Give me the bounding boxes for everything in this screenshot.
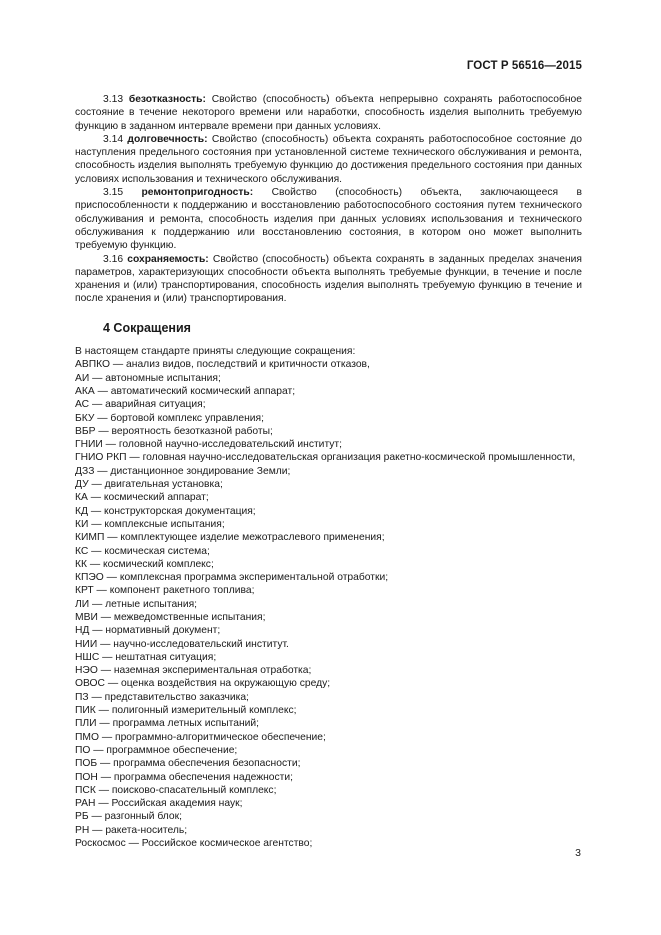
abbreviation-item: ГНИО РКП — головная научно-исследовательская организация ракетно-космической промышленности, [75, 452, 576, 464]
abbreviation-item: ПОБ — программа обеспечения безопасности; [75, 758, 301, 770]
abbreviation-item: РАН — Российская академия наук; [75, 798, 243, 810]
abbreviation-item: НД — нормативный документ; [75, 625, 221, 637]
abbreviation-item: РН — ракета-носитель; [75, 824, 188, 836]
abbreviation-item: ПИК — полигонный измерительный комплекс; [75, 705, 297, 717]
abbreviation-item: БКУ — бортовой комплекс управления; [75, 412, 264, 424]
abbreviation-intro: В настоящем стандарте приняты следующие сокращения: [75, 346, 356, 358]
abbreviation-item: ПМО — программно-алгоритмическое обеспечение; [75, 731, 326, 743]
abbreviation-item: АВПКО — анализ видов, последствий и критичности отказов, [75, 359, 370, 371]
section-title: 4 Сокращения [103, 320, 191, 335]
abbreviation-item: ПСК — поисково-спасательный комплекс; [75, 784, 277, 796]
abbreviation-item: КД — конструкторская документация; [75, 505, 256, 517]
abbreviation-item: АС — аварийная ситуация; [75, 399, 206, 411]
term-3-14: 3.14 долговечность: Свойство (способность) объекта сохранять работоспособное состояние до наступления предельного состояния при установленной системе технического обслуживания и ремонта, способность изделия выполнять требуемую функцию до достижения предельного состояния при данных условиях использования и технического обслуживания. [75, 133, 582, 185]
abbreviation-item: НШС — нештатная ситуация; [75, 651, 217, 663]
abbreviation-item: ДЗЗ — дистанционное зондирование Земли; [75, 465, 291, 477]
abbreviation-item: КИМП — комплектующее изделие межотраслевого применения; [75, 532, 385, 544]
abbreviation-item: КС — космическая система; [75, 545, 210, 557]
abbreviation-item: ПЗ — представительство заказчика; [75, 691, 249, 703]
abbreviation-item: КРТ — компонент ракетного топлива; [75, 585, 255, 597]
term-3-13: 3.13 безотказность: Свойство (способность) объекта непрерывно сохранять работоспособное состояние в течение некоторого времени или наработки, способность изделия выполнить требуемую функцию в заданном интервале времени при данных условиях. [75, 94, 582, 132]
abbreviation-item: ГНИИ — головной научно-исследовательский институт; [75, 439, 342, 451]
abbreviation-item: АИ — автономные испытания; [75, 372, 221, 384]
abbreviation-item: НЭО — наземная экспериментальная отработка; [75, 665, 312, 677]
term-name: долговечность: [127, 133, 208, 145]
term-name: ремонтопригодность: [141, 187, 254, 199]
abbreviation-item: ВБР — вероятность безотказной работы; [75, 425, 273, 437]
abbreviation-item: Роскосмос — Российское космическое агентство; [75, 838, 313, 850]
abbreviation-item: КК — космический комплекс; [75, 558, 214, 570]
term-name: сохраняемость: [127, 253, 209, 265]
abbreviation-item: ЛИ — летные испытания; [75, 598, 198, 610]
abbreviation-item: КИ — комплексные испытания; [75, 518, 225, 530]
abbreviation-item: ОВОС — оценка воздействия на окружающую среду; [75, 678, 331, 690]
page-content [75, 93, 582, 850]
abbreviation-item: НИИ — научно-исследовательский институт. [75, 638, 289, 650]
term-3-16: 3.16 сохраняемость: Свойство (способность) объекта сохранять в заданных пределах значения параметров, характеризующих способности объекта выполнять требуемые функции, в течение и после хранения и (или) транспортирования, способность изделия выполнять требуемую функцию в течение и после хранения и (или) транспортирования. [75, 253, 582, 305]
term-name: безотказность: [128, 94, 206, 105]
abbreviation-item: КПЭО — комплексная программа экспериментальной отработки; [75, 572, 389, 584]
abbreviation-item: ПОН — программа обеспечения надежности; [75, 771, 293, 783]
page-number: 3 [575, 847, 581, 859]
abbreviation-item: КА — космический аппарат; [75, 492, 209, 504]
term-3-15: 3.15 ремонтопригодность: Свойство (способность) объекта, заключающееся в приспособленности к поддержанию и восстановлению работоспособного состояния путем технического обслуживания и ремонта, способность изделия при данных условиях использования и технического обслуживания к поддержанию или восстановлению состояния, в котором оно может выполнить требуемую функцию. [75, 187, 582, 252]
abbreviation-list [75, 345, 582, 850]
abbreviation-item: ПЛИ — программа летных испытаний; [75, 718, 260, 730]
abbreviation-item: МВИ — межведомственные испытания; [75, 611, 266, 623]
abbreviation-item: ДУ — двигательная установка; [75, 479, 223, 491]
abbreviation-item: АКА — автоматический космический аппарат; [75, 385, 296, 397]
abbreviation-item: РБ — разгонный блок; [75, 811, 182, 823]
document-header: ГОСТ Р 56516—2015 [466, 60, 582, 72]
abbreviation-item: ПО — программное обеспечение; [75, 744, 238, 756]
